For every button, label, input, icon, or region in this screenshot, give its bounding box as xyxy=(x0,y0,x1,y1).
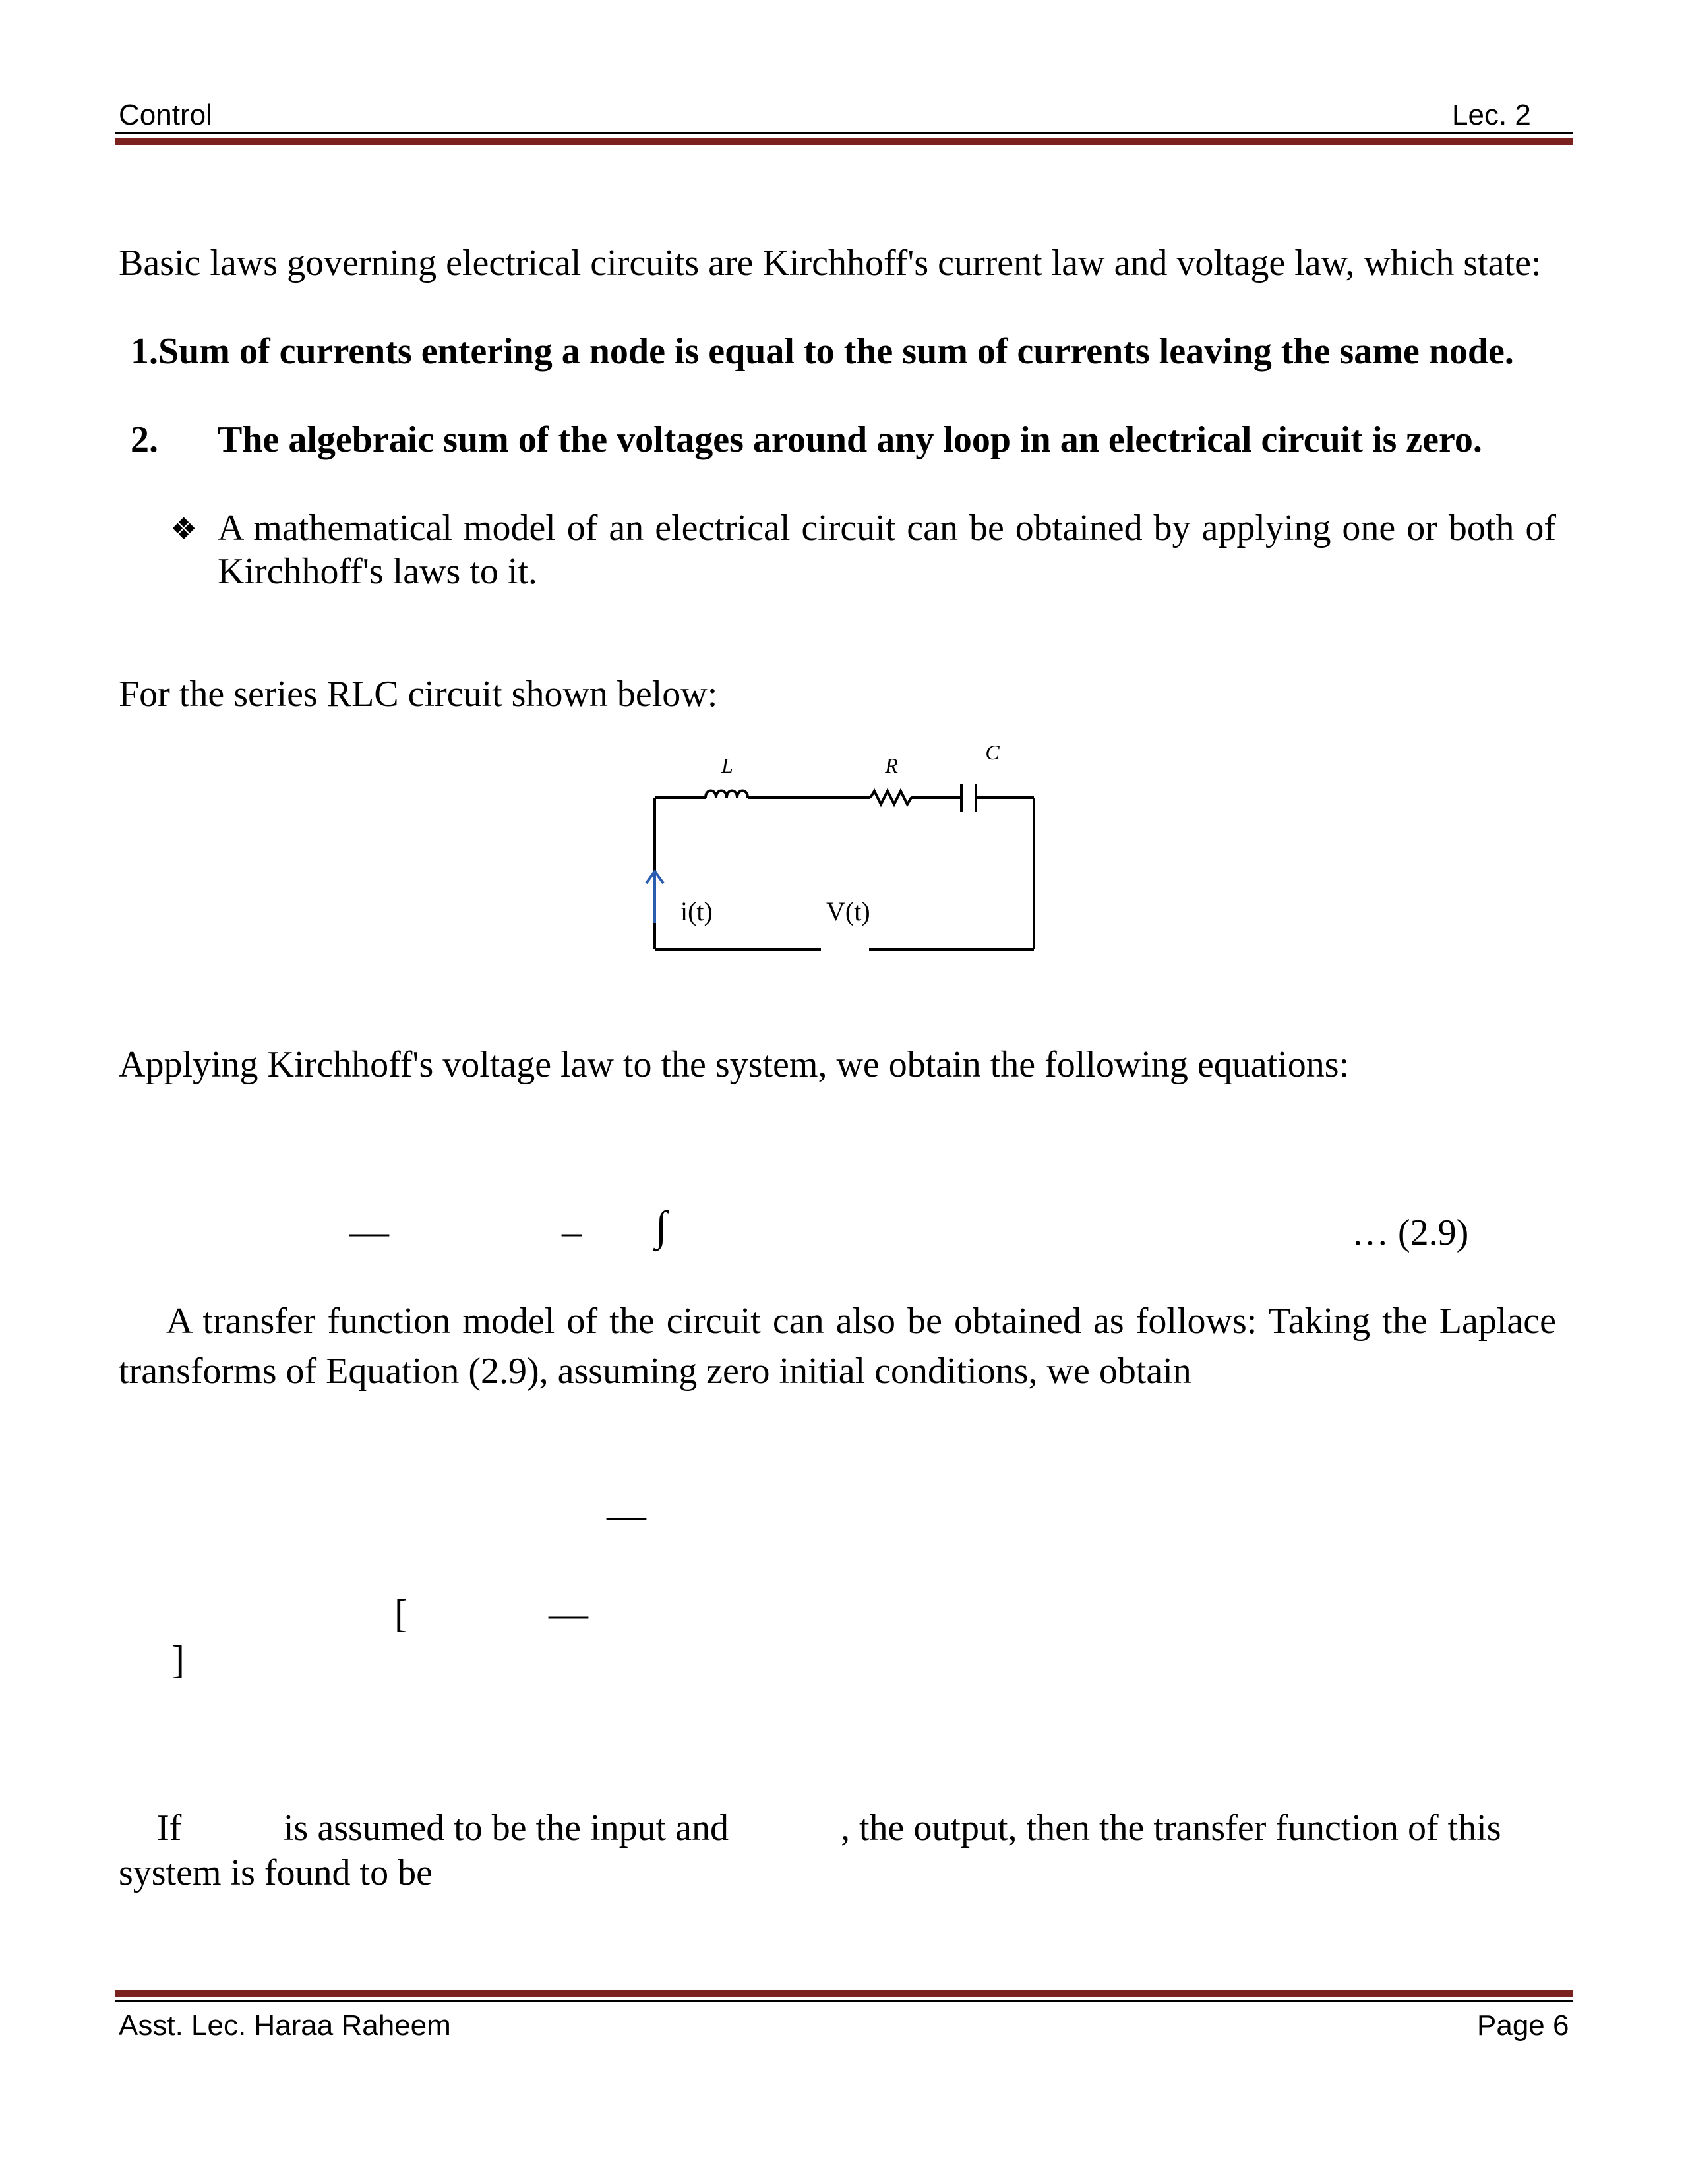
transfer-paragraph: A transfer function model of the circuit can also be obtained as follows: Taking the Laplace transforms of Equation (2.9), assuming zero initial conditions, we obtain xyxy=(119,1301,1556,1392)
header-rule-thin xyxy=(115,132,1573,134)
bullet-paragraph: A mathematical model of an electrical circuit can be obtained by applying one or both of Kirchhoff's laws to it. xyxy=(218,508,1556,592)
label-L: L xyxy=(721,753,733,777)
label-voltage: V(t) xyxy=(826,897,870,926)
laplace-fraction-bar-2: — xyxy=(549,1592,588,1636)
label-R: R xyxy=(885,753,898,777)
current-arrow-icon xyxy=(646,871,663,923)
eq29-fraction-bar-1: — xyxy=(349,1210,389,1253)
intro-paragraph: Basic laws governing electrical circuits are Kirchhoff's current law and voltage law, which state: xyxy=(119,243,1542,283)
header-lecture: Lec. 2 xyxy=(1452,99,1531,131)
resistor-icon xyxy=(870,791,911,804)
if-input-text: is assumed to be the input and xyxy=(284,1808,729,1848)
header-rule-thick xyxy=(115,138,1573,145)
law-2-text: The algebraic sum of the voltages around any loop in an electrical circuit is zero. xyxy=(218,419,1482,460)
laplace-fraction-bar-1: — xyxy=(607,1493,646,1537)
footer-rule-thick xyxy=(115,1990,1573,1997)
eq29-fraction-bar-2: – xyxy=(562,1210,582,1253)
label-C: C xyxy=(985,740,1000,764)
if-line-2: system is found to be xyxy=(119,1852,433,1893)
bullet-diamond-icon: ❖ xyxy=(170,512,198,546)
laplace-bracket-open: [ xyxy=(394,1592,407,1636)
eq29-integral: ∫ xyxy=(655,1202,667,1249)
label-current: i(t) xyxy=(680,897,713,926)
applying-kvl-text: Applying Kirchhoff's voltage law to the system, we obtain the following equations: xyxy=(119,1044,1350,1085)
laplace-bracket-close: ] xyxy=(171,1638,185,1682)
if-word: If xyxy=(157,1808,182,1848)
if-output-text: , the output, then the transfer function of this xyxy=(841,1808,1501,1848)
inductor-icon xyxy=(706,791,748,798)
footer-page-number: Page 6 xyxy=(1477,2009,1569,2042)
series-intro: For the series RLC circuit shown below: xyxy=(119,674,718,715)
footer-author: Asst. Lec. Haraa Raheem xyxy=(119,2009,451,2042)
rlc-circuit-diagram xyxy=(633,732,1055,962)
law-2-number: 2. xyxy=(131,419,158,460)
footer-rule-thin xyxy=(115,2000,1573,2002)
law-1: 1.Sum of currents entering a node is equal to the sum of currents leaving the same node. xyxy=(131,331,1514,372)
eq29-number: … (2.9) xyxy=(1352,1212,1469,1253)
header-title: Control xyxy=(119,99,212,131)
